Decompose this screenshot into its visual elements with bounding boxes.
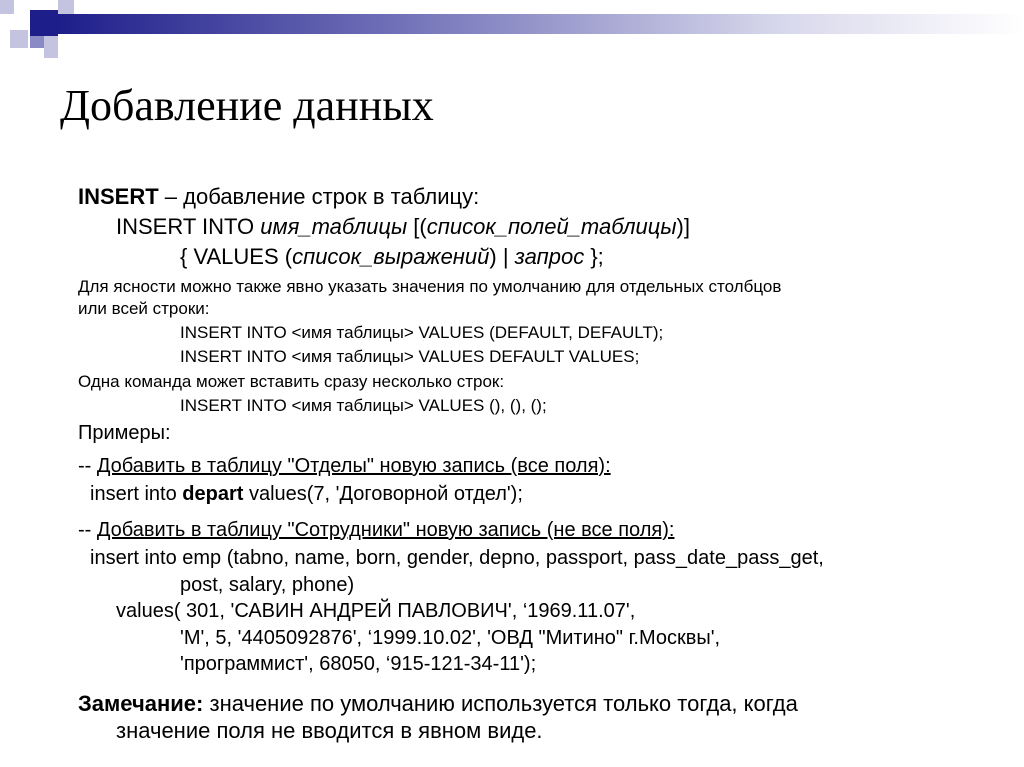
examples-label: Примеры: [78, 422, 171, 444]
example-2-line-3: values( 301, 'САВИН АНДРЕЙ ПАВЛОВИЧ', ‘1969.11.07', [116, 600, 636, 622]
syntax-part: }; [584, 244, 604, 269]
syntax-part: { VALUES ( [180, 244, 293, 269]
statement-table: depart [182, 483, 244, 505]
defaults-example-2: INSERT INTO <имя таблицы> VALUES DEFAULT VALUES; [180, 347, 640, 366]
header-gradient-bar [58, 14, 1024, 34]
defaults-note-2: или всей строки: [78, 299, 210, 318]
example-2-line-1: insert into emp (tabno, name, born, gender, depno, passport, pass_date_pass_get, [90, 547, 824, 569]
syntax-part: [( [407, 214, 427, 239]
example-2-comment [78, 520, 674, 540]
comment-prefix: -- [78, 455, 97, 477]
syntax-part: INSERT INTO [116, 214, 261, 239]
syntax-part: )] [676, 214, 690, 239]
statement-part: insert into [90, 483, 183, 505]
example-2-line-2: post, salary, phone) [180, 574, 355, 596]
multirow-note: Одна команда может вставить сразу несколько строк: [78, 372, 505, 391]
statement-part: values(7, 'Договорной отдел'); [243, 483, 523, 505]
example-1-statement [90, 484, 523, 504]
syntax-field-list: список_полей_таблицы [426, 214, 677, 239]
comment-text: Добавить в таблицу "Сотрудники" новую запись (не все поля): [96, 519, 675, 541]
syntax-table-name: имя_таблицы [260, 214, 408, 239]
defaults-example-1: INSERT INTO <имя таблицы> VALUES (DEFAULT, DEFAULT); [180, 323, 664, 342]
example-1-comment [78, 456, 611, 476]
syntax-query: запрос [514, 244, 585, 269]
insert-keyword: INSERT [78, 184, 159, 209]
syntax-line-2 [180, 246, 604, 268]
remark-line-1 [78, 693, 798, 715]
remark-label: Замечание: [78, 691, 204, 716]
insert-description: – добавление строк в таблицу: [158, 184, 480, 209]
comment-text: Добавить в таблицу "Отделы" новую запись (все поля): [96, 455, 611, 477]
example-2-line-4: 'M', 5, '4405092876', ‘1999.10.02', 'ОВД "Митино" г.Москвы', [180, 627, 721, 649]
example-2-line-5: 'программист', 68050, ‘915-121-34-11'); [180, 653, 537, 675]
slide-title: Добавление данных [60, 81, 434, 130]
syntax-part: ) | [489, 244, 515, 269]
remark-line-2: значение поля не вводится в явном виде. [116, 718, 543, 743]
insert-definition [78, 186, 479, 208]
syntax-expression-list: список_выражений [292, 244, 490, 269]
comment-prefix: -- [78, 519, 97, 541]
defaults-note-1: Для ясности можно также явно указать значения по умолчанию для отдельных столбцов [78, 277, 782, 296]
syntax-line-1 [116, 216, 690, 238]
multirow-example: INSERT INTO <имя таблицы> VALUES (), (), (); [180, 396, 547, 415]
remark-text: значение по умолчанию используется только тогда, когда [203, 691, 798, 716]
